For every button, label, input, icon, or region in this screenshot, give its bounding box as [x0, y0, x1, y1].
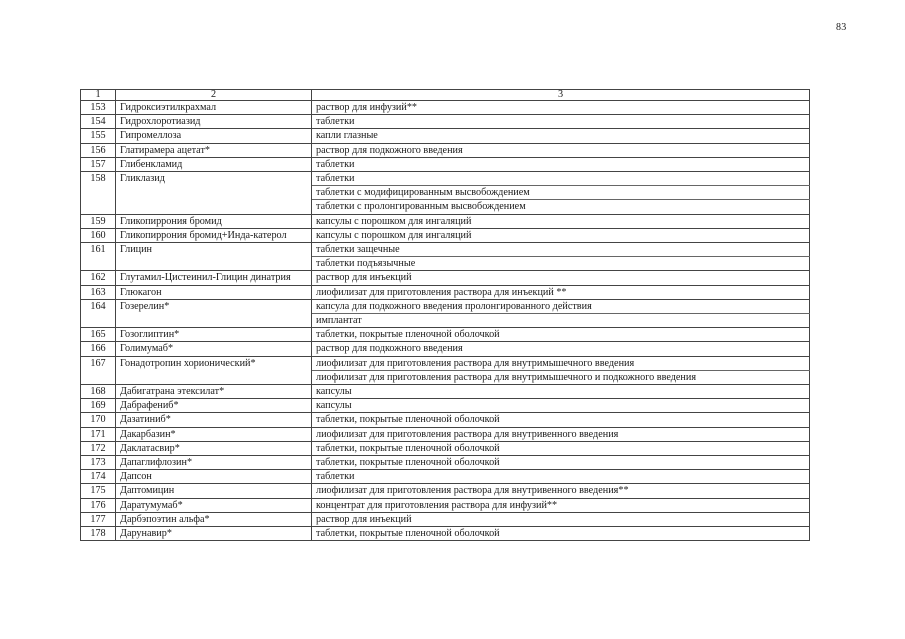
drug-name: Голимумаб* — [116, 342, 312, 356]
drug-name: Дабигатрана этексилат* — [116, 385, 312, 399]
drug-name: Дабрафениб* — [116, 399, 312, 413]
drug-name: Глутамил-Цистеинил-Глицин динатрия — [116, 271, 312, 285]
dosage-form: таблетки — [312, 115, 810, 129]
column-header-1: 1 — [81, 90, 116, 101]
table-row — [81, 285, 810, 299]
row-number-empty — [81, 200, 116, 214]
row-number: 172 — [81, 441, 116, 455]
table-row — [81, 172, 810, 186]
drug-name-empty — [116, 257, 312, 271]
row-number: 178 — [81, 527, 116, 541]
table-row — [81, 456, 810, 470]
drug-name: Гозерелин* — [116, 299, 312, 313]
row-number: 162 — [81, 271, 116, 285]
row-number-empty — [81, 314, 116, 328]
dosage-form: раствор для подкожного введения — [312, 342, 810, 356]
row-number: 166 — [81, 342, 116, 356]
drug-name-empty — [116, 314, 312, 328]
table-row — [81, 143, 810, 157]
drug-name: Глюкагон — [116, 285, 312, 299]
table-row-continuation — [81, 257, 810, 271]
dosage-form: таблетки — [312, 157, 810, 171]
table-row — [81, 413, 810, 427]
drug-name: Гликопиррония бромид — [116, 214, 312, 228]
drug-name-empty — [116, 186, 312, 200]
drug-name: Глатирамера ацетат* — [116, 143, 312, 157]
dosage-form: раствор для инфузий** — [312, 101, 810, 115]
dosage-form: раствор для инъекций — [312, 271, 810, 285]
drug-name: Дарбэпоэтин альфа* — [116, 512, 312, 526]
drug-name: Гипромеллоза — [116, 129, 312, 143]
dosage-form: таблетки, покрытые пленочной оболочкой — [312, 441, 810, 455]
table-row — [81, 214, 810, 228]
row-number: 158 — [81, 172, 116, 186]
dosage-form: раствор для инъекций — [312, 512, 810, 526]
table-row — [81, 484, 810, 498]
row-number: 175 — [81, 484, 116, 498]
row-number: 173 — [81, 456, 116, 470]
dosage-form: таблетки с пролонгированным высвобождением — [312, 200, 810, 214]
drug-name: Дапсон — [116, 470, 312, 484]
row-number: 153 — [81, 101, 116, 115]
dosage-form: капсула для подкожного введения пролонгированного действия — [312, 299, 810, 313]
table-row — [81, 427, 810, 441]
dosage-form: таблетки, покрытые пленочной оболочкой — [312, 456, 810, 470]
dosage-form: таблетки, покрытые пленочной оболочкой — [312, 328, 810, 342]
table-row — [81, 115, 810, 129]
table-row — [81, 228, 810, 242]
dosage-form: лиофилизат для приготовления раствора для инъекций ** — [312, 285, 810, 299]
row-number: 171 — [81, 427, 116, 441]
table-row-continuation — [81, 186, 810, 200]
dosage-form: лиофилизат для приготовления раствора для внутримышечного и подкожного введения — [312, 370, 810, 384]
table-row — [81, 385, 810, 399]
row-number: 170 — [81, 413, 116, 427]
page-number: 83 — [836, 22, 847, 33]
drug-name-empty — [116, 200, 312, 214]
dosage-form: лиофилизат для приготовления раствора для внутримышечного введения — [312, 356, 810, 370]
row-number: 174 — [81, 470, 116, 484]
drug-name: Гонадотропин хорионический* — [116, 356, 312, 370]
table-row — [81, 498, 810, 512]
table-row — [81, 129, 810, 143]
row-number: 176 — [81, 498, 116, 512]
table-row — [81, 399, 810, 413]
column-header-3: 3 — [312, 90, 810, 101]
table-row-continuation — [81, 370, 810, 384]
drug-name: Дакарбазин* — [116, 427, 312, 441]
row-number: 169 — [81, 399, 116, 413]
row-number: 163 — [81, 285, 116, 299]
drug-name: Дапаглифлозин* — [116, 456, 312, 470]
dosage-form: таблетки — [312, 470, 810, 484]
row-number: 161 — [81, 243, 116, 257]
row-number: 155 — [81, 129, 116, 143]
dosage-form: капсулы — [312, 399, 810, 413]
row-number: 168 — [81, 385, 116, 399]
column-header-2: 2 — [116, 90, 312, 101]
dosage-form: раствор для подкожного введения — [312, 143, 810, 157]
dosage-form: таблетки с модифицированным высвобождением — [312, 186, 810, 200]
table-row — [81, 271, 810, 285]
table-header-row — [81, 90, 810, 101]
dosage-form: капсулы с порошком для ингаляций — [312, 228, 810, 242]
medication-table — [80, 89, 810, 541]
row-number: 164 — [81, 299, 116, 313]
row-number: 177 — [81, 512, 116, 526]
row-number-empty — [81, 257, 116, 271]
table-row — [81, 356, 810, 370]
dosage-form: таблетки, покрытые пленочной оболочкой — [312, 527, 810, 541]
table-row — [81, 470, 810, 484]
drug-name-empty — [116, 370, 312, 384]
dosage-form: капсулы с порошком для ингаляций — [312, 214, 810, 228]
table-row — [81, 527, 810, 541]
table-row — [81, 299, 810, 313]
row-number: 156 — [81, 143, 116, 157]
row-number-empty — [81, 370, 116, 384]
dosage-form: концентрат для приготовления раствора для инфузий** — [312, 498, 810, 512]
dosage-form: капсулы — [312, 385, 810, 399]
dosage-form: таблетки защечные — [312, 243, 810, 257]
dosage-form: таблетки подъязычные — [312, 257, 810, 271]
table-row — [81, 243, 810, 257]
row-number: 167 — [81, 356, 116, 370]
table-row — [81, 342, 810, 356]
row-number: 160 — [81, 228, 116, 242]
drug-name: Глибенкламид — [116, 157, 312, 171]
row-number: 154 — [81, 115, 116, 129]
drug-name: Гидрохлоротиазид — [116, 115, 312, 129]
row-number: 157 — [81, 157, 116, 171]
row-number: 165 — [81, 328, 116, 342]
table-row — [81, 328, 810, 342]
table-row-continuation — [81, 314, 810, 328]
table-row — [81, 157, 810, 171]
dosage-form: таблетки, покрытые пленочной оболочкой — [312, 413, 810, 427]
dosage-form: имплантат — [312, 314, 810, 328]
row-number-empty — [81, 186, 116, 200]
row-number: 159 — [81, 214, 116, 228]
table-row — [81, 441, 810, 455]
table-row — [81, 101, 810, 115]
dosage-form: лиофилизат для приготовления раствора для внутривенного введения — [312, 427, 810, 441]
table-row-continuation — [81, 200, 810, 214]
drug-name: Глицин — [116, 243, 312, 257]
drug-name: Гидроксиэтилкрахмал — [116, 101, 312, 115]
drug-name: Гликопиррония бромид+Инда-катерол — [116, 228, 312, 242]
dosage-form: таблетки — [312, 172, 810, 186]
drug-name: Дарунавир* — [116, 527, 312, 541]
drug-name: Гликлазид — [116, 172, 312, 186]
drug-name: Гозоглиптин* — [116, 328, 312, 342]
drug-name: Дазатиниб* — [116, 413, 312, 427]
drug-name: Даклатасвир* — [116, 441, 312, 455]
drug-name: Даратумумаб* — [116, 498, 312, 512]
table-row — [81, 512, 810, 526]
dosage-form: лиофилизат для приготовления раствора для внутривенного введения** — [312, 484, 810, 498]
drug-name: Даптомицин — [116, 484, 312, 498]
dosage-form: капли глазные — [312, 129, 810, 143]
